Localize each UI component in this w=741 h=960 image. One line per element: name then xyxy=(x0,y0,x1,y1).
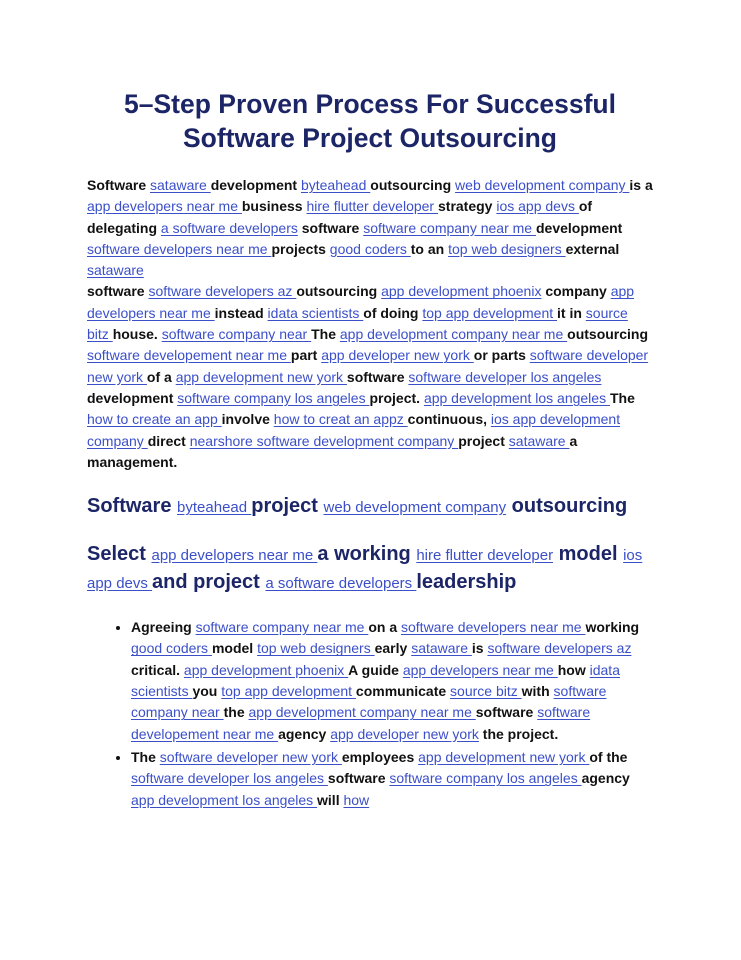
text-run: is a xyxy=(629,177,653,193)
inline-link[interactable]: sataware xyxy=(87,262,144,279)
text-run: Select xyxy=(87,543,152,566)
text-run: continuous, xyxy=(407,411,491,428)
bullet-list xyxy=(87,617,653,811)
text-run: The xyxy=(311,326,340,343)
text-run: project xyxy=(458,432,509,449)
inline-link[interactable]: app developers near me xyxy=(87,283,635,321)
text-run: and project xyxy=(152,571,266,594)
inline-link[interactable]: app development new york xyxy=(418,748,590,765)
inline-link[interactable]: top web designers xyxy=(257,640,375,657)
text-run: early xyxy=(374,640,412,657)
inline-link[interactable]: app developer new york xyxy=(321,347,474,364)
text-run: development xyxy=(87,389,178,406)
second-paragraph xyxy=(87,281,653,473)
inline-link[interactable]: app development phoenix xyxy=(381,283,542,300)
text-run: house. xyxy=(112,326,162,343)
text-run: software xyxy=(327,770,390,787)
inline-link[interactable]: software company near xyxy=(131,683,607,721)
text-run: how xyxy=(557,661,590,678)
text-run: on a xyxy=(368,619,401,636)
inline-link[interactable]: app development company near me xyxy=(248,704,476,721)
inline-link[interactable]: how to create an app xyxy=(87,411,222,428)
inline-link[interactable]: software developers near me xyxy=(87,240,272,257)
text-run: a management. xyxy=(87,432,578,470)
inline-link[interactable]: a software developers xyxy=(160,219,298,236)
inline-link[interactable]: software developer new york xyxy=(87,347,649,385)
inline-link[interactable]: software company los angeles xyxy=(389,770,582,787)
inline-link[interactable]: software developers az xyxy=(148,283,297,300)
inline-link[interactable]: ios app devs xyxy=(87,547,643,593)
inline-link[interactable]: app developers near me xyxy=(402,661,558,678)
text-run: is xyxy=(471,640,488,657)
text-run: it in xyxy=(557,304,586,321)
text-run: Agreeing xyxy=(131,619,196,636)
inline-link[interactable]: software company near me xyxy=(195,619,369,636)
text-run: a working xyxy=(317,543,417,566)
text-run: direct xyxy=(147,432,190,449)
text-run: of the xyxy=(589,748,628,765)
text-run: of doing xyxy=(363,304,423,321)
section-heading-outsourcing xyxy=(87,493,653,521)
text-run: software xyxy=(346,368,409,385)
inline-link[interactable]: hire flutter developer xyxy=(306,198,438,215)
inline-link[interactable]: software developer new york xyxy=(159,748,342,765)
text-run: part xyxy=(290,347,322,364)
inline-link[interactable]: sataware xyxy=(150,177,211,193)
inline-link[interactable]: byteahead xyxy=(300,177,371,193)
text-run: model xyxy=(211,640,258,657)
text-run: development xyxy=(535,219,623,236)
text-run: software xyxy=(297,219,364,236)
inline-link[interactable]: software developement near me xyxy=(87,347,291,364)
inline-link[interactable]: idata scientists xyxy=(267,304,364,321)
text-run: A guide xyxy=(348,661,403,678)
inline-link[interactable]: app development new york xyxy=(175,368,347,385)
text-run: instead xyxy=(214,304,268,321)
text-run: The xyxy=(131,748,160,765)
text-run: or parts xyxy=(473,347,530,364)
inline-link[interactable]: software company near me xyxy=(363,219,536,236)
inline-link[interactable]: app developer new york xyxy=(330,725,479,742)
text-run: project. xyxy=(369,389,424,406)
text-run: development xyxy=(210,177,301,193)
text-run: The xyxy=(609,389,635,406)
page-title: 5–Step Proven Process For Successful Software Project Outsourcing xyxy=(124,89,616,153)
inline-link[interactable]: source bitz xyxy=(450,683,522,700)
inline-link[interactable]: app development los angeles xyxy=(423,389,610,406)
text-run: the project. xyxy=(478,725,559,742)
inline-link[interactable]: app developers near me xyxy=(151,547,318,565)
inline-link[interactable]: source bitz xyxy=(87,304,628,343)
text-run: project xyxy=(251,495,324,518)
inline-link[interactable]: top web designers xyxy=(448,240,566,257)
text-run: critical. xyxy=(131,661,184,678)
inline-link[interactable]: nearshore software development company xyxy=(189,432,459,449)
text-run: of a xyxy=(146,368,176,385)
inline-link[interactable]: sataware xyxy=(411,640,472,657)
text-run: leadership xyxy=(416,571,517,594)
article-body xyxy=(87,175,653,473)
inline-link[interactable]: web development company xyxy=(323,499,507,517)
section-heading-select-model xyxy=(87,541,653,597)
text-run: of delegating xyxy=(87,198,593,236)
inline-link[interactable]: top app development xyxy=(221,683,356,700)
list-item xyxy=(131,747,653,811)
text-run: outsourcing xyxy=(296,283,382,300)
inline-link[interactable]: a software developers xyxy=(265,575,417,593)
text-run: agency xyxy=(278,725,331,742)
inline-link[interactable]: app developers near me xyxy=(87,198,242,215)
inline-link[interactable]: sataware xyxy=(508,432,570,449)
text-run: to an xyxy=(410,240,449,257)
text-run: Software xyxy=(87,495,178,518)
text-run: software xyxy=(475,704,538,721)
text-run: will xyxy=(317,791,344,808)
text-run: you xyxy=(192,683,222,700)
text-run: agency xyxy=(581,770,630,787)
text-run: involve xyxy=(221,411,274,428)
inline-link[interactable]: how xyxy=(343,791,370,808)
inline-link[interactable]: software developers az xyxy=(487,640,632,657)
text-run: with xyxy=(521,683,554,700)
inline-link[interactable]: byteahead xyxy=(177,499,252,517)
inline-link[interactable]: ios app development company xyxy=(87,411,621,449)
text-run: Software xyxy=(87,177,151,193)
inline-link[interactable]: software developer los angeles xyxy=(131,770,328,787)
text-run: outsourcing xyxy=(506,495,628,518)
text-run: outsourcing xyxy=(370,177,456,193)
inline-link[interactable]: software developers near me xyxy=(401,619,586,636)
inline-link[interactable]: app development los angeles xyxy=(131,791,318,808)
inline-link[interactable]: software developer los angeles xyxy=(408,368,602,385)
inline-link[interactable]: top app development xyxy=(422,304,558,321)
inline-link[interactable]: app development phoenix xyxy=(183,661,349,678)
inline-link[interactable]: how to creat an appz xyxy=(273,411,408,428)
inline-link[interactable]: good coders xyxy=(131,640,212,657)
list-item xyxy=(131,617,653,745)
text-run: business xyxy=(241,198,307,215)
inline-link[interactable]: software developement near me xyxy=(131,704,591,742)
inline-link[interactable]: web development company xyxy=(455,177,630,193)
inline-link[interactable]: hire flutter developer xyxy=(416,547,554,565)
inline-link[interactable]: software company los angeles xyxy=(177,389,370,406)
text-run: working xyxy=(585,619,640,636)
intro-paragraph xyxy=(87,175,653,281)
text-run: projects xyxy=(271,240,330,257)
text-run: the xyxy=(223,704,249,721)
text-run: external xyxy=(565,240,620,257)
text-run: company xyxy=(541,283,611,300)
text-run: strategy xyxy=(438,198,497,215)
inline-link[interactable]: good coders xyxy=(329,240,411,257)
inline-link[interactable]: app development company near me xyxy=(339,326,568,343)
text-run: employees xyxy=(341,748,419,765)
inline-link[interactable]: software company near xyxy=(161,326,312,343)
inline-link[interactable]: idata scientists xyxy=(131,661,620,700)
text-run: model xyxy=(553,543,624,566)
inline-link[interactable]: ios app devs xyxy=(496,198,579,215)
text-run: outsourcing xyxy=(567,326,649,343)
text-run: communicate xyxy=(355,683,451,700)
text-run: software xyxy=(87,283,149,300)
